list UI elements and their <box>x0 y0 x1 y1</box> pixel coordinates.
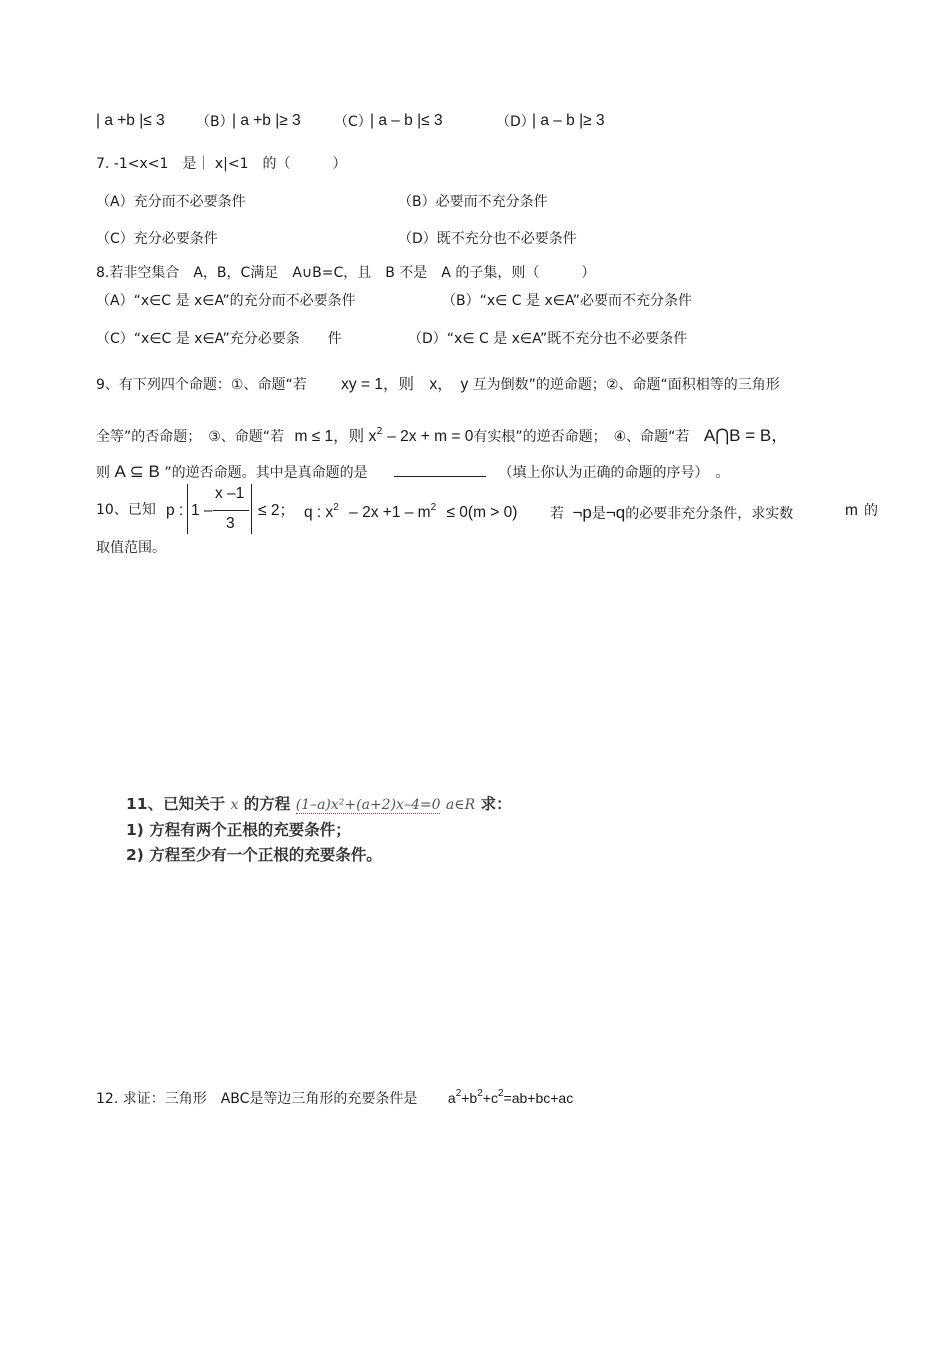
q6-option-d-label: （D） <box>496 114 535 130</box>
q6-option-c-label: （C） <box>334 114 372 130</box>
q6-option-a: | a +b |≤ 3 <box>96 112 165 129</box>
q12-sup-b: 2 <box>477 1088 483 1099</box>
q10-q-condition <box>304 502 517 523</box>
q10-q-rest: – 2x +1 – m <box>349 504 431 521</box>
q6-option-c: | a – b |≤ 3 <box>370 112 443 129</box>
q9-line3-text-c: （填上你认为正确的命题的序号） 。 <box>498 465 730 481</box>
q9-line1-math: xy = 1，则 x， y <box>341 376 469 393</box>
q10-condition-text <box>550 503 793 523</box>
q7-option-a: （A）充分而不必要条件 <box>96 194 246 210</box>
q6-option-b: | a +b |≥ 3 <box>232 112 301 129</box>
q10-denominator: 3 <box>226 515 235 532</box>
q12-tail: =ab+bc+ac <box>503 1090 574 1106</box>
q7-option-b: （B）必要而不充分条件 <box>398 194 548 210</box>
q9-line3-text-a: 则 <box>96 465 110 481</box>
q10-rest: 的必要非充分条件，求实数 <box>625 506 794 522</box>
q10-abs-left <box>187 484 188 534</box>
q10-le2: ≤ 2； <box>258 502 295 519</box>
q10-fraction-bar <box>213 510 249 511</box>
q9-line3-math: A ⊆ B <box>114 462 160 481</box>
q9-line2 <box>96 426 788 447</box>
q10-abs-right <box>251 484 252 534</box>
q10-p-label: p : <box>166 502 184 519</box>
q9-line2-math4: A⋂B = B， <box>703 426 789 445</box>
q10-q-sup2: 2 <box>430 502 437 513</box>
q11-x: x <box>230 797 239 813</box>
q10-m: m <box>845 502 858 519</box>
q9-line3 <box>96 462 730 482</box>
q12-a: a <box>447 1090 456 1106</box>
q11-stem <box>126 792 512 814</box>
q7-option-c: （C）充分必要条件 <box>96 231 218 247</box>
q11-item-1: 1) 方程有两个正根的充要条件； <box>126 821 351 839</box>
q6-option-d: | a – b |≥ 3 <box>532 112 605 129</box>
q6-option-b-label: （B） <box>196 114 234 130</box>
q12-b: +b <box>461 1090 478 1106</box>
q10-one-minus: 1 – <box>191 502 213 519</box>
q10-line2: 取值范围。 <box>96 540 166 556</box>
q9-line2-sup: 2 <box>376 426 383 437</box>
q12-line <box>96 1088 573 1108</box>
q10-numerator: x –1 <box>215 485 245 502</box>
q11-equation: (1–a)x²+(a+2)x–4=0 <box>295 797 441 813</box>
q10-prefix: 10、已知 <box>96 502 156 518</box>
q11-stem-c: 求： <box>480 795 512 813</box>
q8-option-b: （B）“x∈ C 是 x∈A”必要而不充分条件 <box>442 293 693 309</box>
q7-option-d: （D）既不充分也不必要条件 <box>398 231 577 247</box>
q7-stem: 7. -1<x<1 是｜ x|<1 的（ ） <box>96 156 347 172</box>
q9-line2-text-b: 有实根”的逆否命题； ④、命题“若 <box>473 429 690 445</box>
q9-line3-text-b: ”的逆否命题。其中是真命题的是 <box>164 465 368 481</box>
q8-option-a: （A）“x∈C 是 x∈A”的充分而不必要条件 <box>96 293 356 309</box>
q9-line1-text-b: 互为倒数”的逆命题；②、命题“面积相等的三角形 <box>472 377 780 393</box>
q11-item-2: 2) 方程至少有一个正根的充要条件。 <box>126 846 382 864</box>
q10-q-part: q : x <box>304 504 334 521</box>
q8-stem: 8.若非空集合 A，B，C满足 A∪B=C，且 B 不是 A 的子集，则（ ） <box>96 265 596 281</box>
q10-not-p: ¬p <box>572 503 592 522</box>
q11-stem-a: 11、已知关于 <box>126 795 226 813</box>
q10-not-q: ¬q <box>605 503 626 522</box>
q12-text: 12. 求证：三角形 ABC是等边三角形的充要条件是 <box>96 1091 418 1107</box>
q9-line1-text-a: 9、有下列四个命题：①、命题“若 <box>96 377 307 393</box>
q9-line1 <box>96 376 780 395</box>
q9-line2-text-a: 全等”的否命题； ③、命题“若 <box>96 429 285 445</box>
q8-option-c: （C）“x∈C 是 x∈A”充分必要条 件 <box>96 331 342 347</box>
q12-c: +c <box>482 1090 498 1106</box>
q10-q-tail: ≤ 0(m > 0) <box>446 504 518 521</box>
q9-line2-math1: m ≤ 1，则 <box>294 428 365 445</box>
q11-domain: a∈R <box>445 797 476 813</box>
q10-q-sup: 2 <box>333 502 339 513</box>
q9-answer-blank[interactable] <box>394 462 486 477</box>
q12-sup-c: 2 <box>497 1088 504 1099</box>
q9-line2-math3: – 2x + m = 0 <box>387 428 474 445</box>
q10-shi: 是 <box>591 506 606 522</box>
q9-line2-math2: x <box>368 428 377 445</box>
q12-sup-a: 2 <box>455 1088 462 1099</box>
q11-stem-b: 的方程 <box>243 795 291 813</box>
q8-option-d: （D）“x∈ C 是 x∈A”既不充分也不必要条件 <box>408 331 688 347</box>
q10-de: 的 <box>864 503 878 519</box>
q12-equation <box>448 1090 573 1106</box>
q10-ruo: 若 <box>550 506 564 522</box>
